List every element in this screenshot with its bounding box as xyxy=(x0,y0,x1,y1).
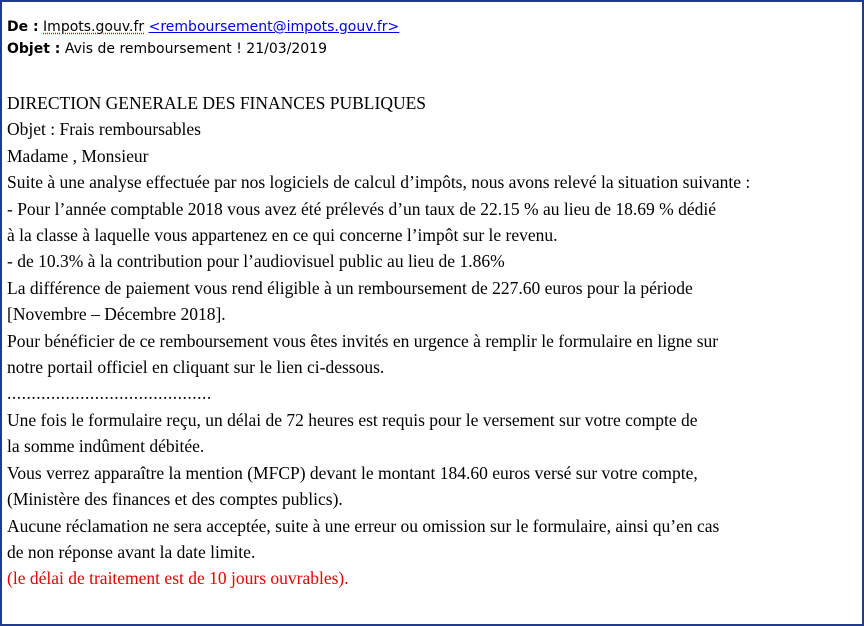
email-body xyxy=(7,90,857,592)
body-line: - de 10.3% à la contribution pour l’audiovisuel public au lieu de 1.86% xyxy=(7,251,505,272)
from-row xyxy=(7,16,399,38)
body-line: Suite à une analyse effectuée par nos logiciels de calcul d’impôts, nous avons relevé la situation suivante : xyxy=(7,172,751,193)
body-line: [Novembre – Décembre 2018]. xyxy=(7,304,226,325)
body-line: - Pour l’année comptable 2018 vous avez été prélevés d’un taux de 22.15 % au lieu de 18.69 % dédié xyxy=(7,198,717,219)
org-heading: DIRECTION GENERALE DES FINANCES PUBLIQUES xyxy=(7,93,427,113)
from-label: De : xyxy=(7,19,39,35)
body-line: notre portail officiel en cliquant sur le lien ci-dessous. xyxy=(7,357,385,378)
subject-text: Avis de remboursement ! 21/03/2019 xyxy=(64,41,327,57)
body-line: la somme indûment débitée. xyxy=(7,436,205,457)
body-line: La différence de paiement vous rend éligible à un remboursement de 227.60 euros pour la période xyxy=(7,277,693,298)
body-line: Aucune réclamation ne sera acceptée, suite à une erreur ou omission sur le formulaire, ainsi qu’en cas xyxy=(7,515,720,536)
subject-label: Objet : xyxy=(7,41,61,57)
body-line: Vous verrez apparaître la mention (MFCP) devant le montant 184.60 euros versé sur votre compte, xyxy=(7,462,698,483)
email-header xyxy=(7,16,399,60)
salutation: Madame , Monsieur xyxy=(7,145,149,166)
from-name: Impots.gouv.fr xyxy=(43,19,145,35)
subject-row xyxy=(7,38,399,60)
body-line: (Ministère des finances et des comptes publics). xyxy=(7,489,343,510)
body-line: de non réponse avant la date limite. xyxy=(7,541,256,562)
body-line: Objet : Frais remboursables xyxy=(7,119,201,140)
body-line: Pour bénéficier de ce remboursement vous êtes invités en urgence à remplir le formulaire en ligne sur xyxy=(7,330,719,351)
from-address-link[interactable]: <remboursement@impots.gouv.fr> xyxy=(148,19,400,35)
deadline-note: (le délai de traitement est de 10 jours ouvrables). xyxy=(7,568,349,589)
body-line: Une fois le formulaire reçu, un délai de 72 heures est requis pour le versement sur votre compte de xyxy=(7,409,698,430)
body-line: à la classe à laquelle vous appartenez en ce qui concerne l’impôt sur le revenu. xyxy=(7,225,558,246)
dotted-separator: .......................................... xyxy=(7,383,212,404)
